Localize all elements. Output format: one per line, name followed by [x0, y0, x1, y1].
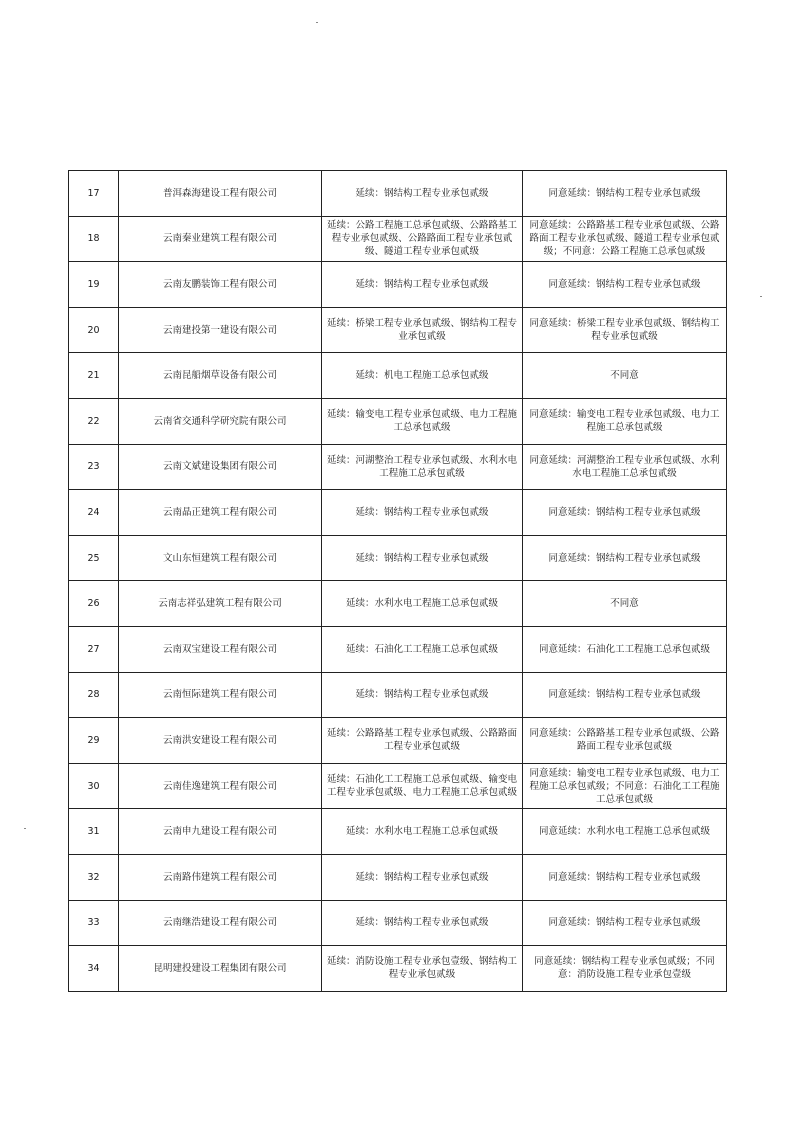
- application-content: 延续：输变电工程专业承包贰级、电力工程施工总承包贰级: [322, 398, 523, 444]
- table-row: [69, 216, 727, 262]
- review-result: 同意延续：钢结构工程专业承包贰级；不同意：消防设施工程专业承包壹级: [523, 946, 727, 992]
- row-number: 23: [69, 444, 119, 490]
- application-content: 延续：水利水电工程施工总承包贰级: [322, 809, 523, 855]
- review-result: 同意延续：钢结构工程专业承包贰级: [523, 171, 727, 217]
- company-name: 云南申九建设工程有限公司: [119, 809, 322, 855]
- review-result: 同意延续：钢结构工程专业承包贰级: [523, 900, 727, 946]
- company-name: 云南友鹏装饰工程有限公司: [119, 262, 322, 308]
- table-row: [69, 353, 727, 399]
- company-name: 文山东恒建筑工程有限公司: [119, 535, 322, 581]
- row-number: 18: [69, 216, 119, 262]
- row-number: 17: [69, 171, 119, 217]
- scan-speck: [24, 828, 26, 829]
- table-row: [69, 854, 727, 900]
- company-name: 昆明建投建设工程集团有限公司: [119, 946, 322, 992]
- application-content: 延续：钢结构工程专业承包贰级: [322, 535, 523, 581]
- application-content: 延续：石油化工工程施工总承包贰级: [322, 626, 523, 672]
- application-content: 延续：钢结构工程专业承包贰级: [322, 672, 523, 718]
- table-row: [69, 490, 727, 536]
- application-content: 延续：钢结构工程专业承包贰级: [322, 262, 523, 308]
- table-row: [69, 535, 727, 581]
- table-row: [69, 900, 727, 946]
- review-result: 同意延续：公路路基工程专业承包贰级、公路路面工程专业承包贰级、隧道工程专业承包贰级；不同意：公路工程施工总承包贰级: [523, 216, 727, 262]
- table-row: [69, 809, 727, 855]
- application-content: 延续：机电工程施工总承包贰级: [322, 353, 523, 399]
- table-row: [69, 171, 727, 217]
- review-result: 同意延续：水利水电工程施工总承包贰级: [523, 809, 727, 855]
- application-content: 延续：石油化工工程施工总承包贰级、输变电工程专业承包贰级、电力工程施工总承包贰级: [322, 763, 523, 809]
- table-row: [69, 444, 727, 490]
- table-row: [69, 398, 727, 444]
- review-result: 同意延续：河湖整治工程专业承包贰级、水利水电工程施工总承包贰级: [523, 444, 727, 490]
- row-number: 33: [69, 900, 119, 946]
- company-name: 云南志祥弘建筑工程有限公司: [119, 581, 322, 627]
- company-name: 云南省交通科学研究院有限公司: [119, 398, 322, 444]
- table-row: [69, 672, 727, 718]
- review-result: 不同意: [523, 581, 727, 627]
- application-content: 延续：桥梁工程专业承包贰级、钢结构工程专业承包贰级: [322, 307, 523, 353]
- scan-speck: [316, 22, 318, 23]
- review-result: 同意延续：钢结构工程专业承包贰级: [523, 535, 727, 581]
- row-number: 22: [69, 398, 119, 444]
- application-content: 延续：公路路基工程专业承包贰级、公路路面工程专业承包贰级: [322, 718, 523, 764]
- row-number: 29: [69, 718, 119, 764]
- row-number: 27: [69, 626, 119, 672]
- row-number: 26: [69, 581, 119, 627]
- company-name: 云南恒际建筑工程有限公司: [119, 672, 322, 718]
- table-row: [69, 626, 727, 672]
- application-content: 延续：钢结构工程专业承包贰级: [322, 900, 523, 946]
- row-number: 21: [69, 353, 119, 399]
- review-result: 同意延续：钢结构工程专业承包贰级: [523, 672, 727, 718]
- scan-speck: [760, 296, 762, 297]
- row-number: 19: [69, 262, 119, 308]
- row-number: 25: [69, 535, 119, 581]
- table-row: [69, 946, 727, 992]
- application-content: 延续：消防设施工程专业承包壹级、钢结构工程专业承包贰级: [322, 946, 523, 992]
- review-result: 不同意: [523, 353, 727, 399]
- company-name: 云南继浩建设工程有限公司: [119, 900, 322, 946]
- application-content: 延续：河湖整治工程专业承包贰级、水利水电工程施工总承包贰级: [322, 444, 523, 490]
- row-number: 30: [69, 763, 119, 809]
- company-name: 云南文斌建设集团有限公司: [119, 444, 322, 490]
- row-number: 31: [69, 809, 119, 855]
- table-row: [69, 262, 727, 308]
- application-content: 延续：钢结构工程专业承包贰级: [322, 171, 523, 217]
- review-result: 同意延续：输变电工程专业承包贰级、电力工程施工总承包贰级: [523, 398, 727, 444]
- company-name: 云南洪安建设工程有限公司: [119, 718, 322, 764]
- qualification-table: [68, 170, 727, 992]
- review-result: 同意延续：钢结构工程专业承包贰级: [523, 262, 727, 308]
- review-result: 同意延续：桥梁工程专业承包贰级、钢结构工程专业承包贰级: [523, 307, 727, 353]
- row-number: 32: [69, 854, 119, 900]
- review-result: 同意延续：钢结构工程专业承包贰级: [523, 490, 727, 536]
- application-content: 延续：公路工程施工总承包贰级、公路路基工程专业承包贰级、公路路面工程专业承包贰级、隧道工程专业承包贰级: [322, 216, 523, 262]
- company-name: 云南晶正建筑工程有限公司: [119, 490, 322, 536]
- company-name: 云南佳逸建筑工程有限公司: [119, 763, 322, 809]
- row-number: 28: [69, 672, 119, 718]
- review-result: 同意延续：公路路基工程专业承包贰级、公路路面工程专业承包贰级: [523, 718, 727, 764]
- review-result: 同意延续：钢结构工程专业承包贰级: [523, 854, 727, 900]
- company-name: 普洱森海建设工程有限公司: [119, 171, 322, 217]
- company-name: 云南双宝建设工程有限公司: [119, 626, 322, 672]
- company-name: 云南建投第一建设有限公司: [119, 307, 322, 353]
- row-number: 20: [69, 307, 119, 353]
- review-result: 同意延续：输变电工程专业承包贰级、电力工程施工总承包贰级；不同意：石油化工工程施工总承包贰级: [523, 763, 727, 809]
- table-row: [69, 581, 727, 627]
- table-row: [69, 763, 727, 809]
- application-content: 延续：水利水电工程施工总承包贰级: [322, 581, 523, 627]
- row-number: 34: [69, 946, 119, 992]
- application-content: 延续：钢结构工程专业承包贰级: [322, 490, 523, 536]
- company-name: 云南秦业建筑工程有限公司: [119, 216, 322, 262]
- application-content: 延续：钢结构工程专业承包贰级: [322, 854, 523, 900]
- row-number: 24: [69, 490, 119, 536]
- company-name: 云南路伟建筑工程有限公司: [119, 854, 322, 900]
- review-result: 同意延续：石油化工工程施工总承包贰级: [523, 626, 727, 672]
- table-row: [69, 307, 727, 353]
- table-body: [69, 171, 727, 992]
- table-row: [69, 718, 727, 764]
- company-name: 云南昆船烟草设备有限公司: [119, 353, 322, 399]
